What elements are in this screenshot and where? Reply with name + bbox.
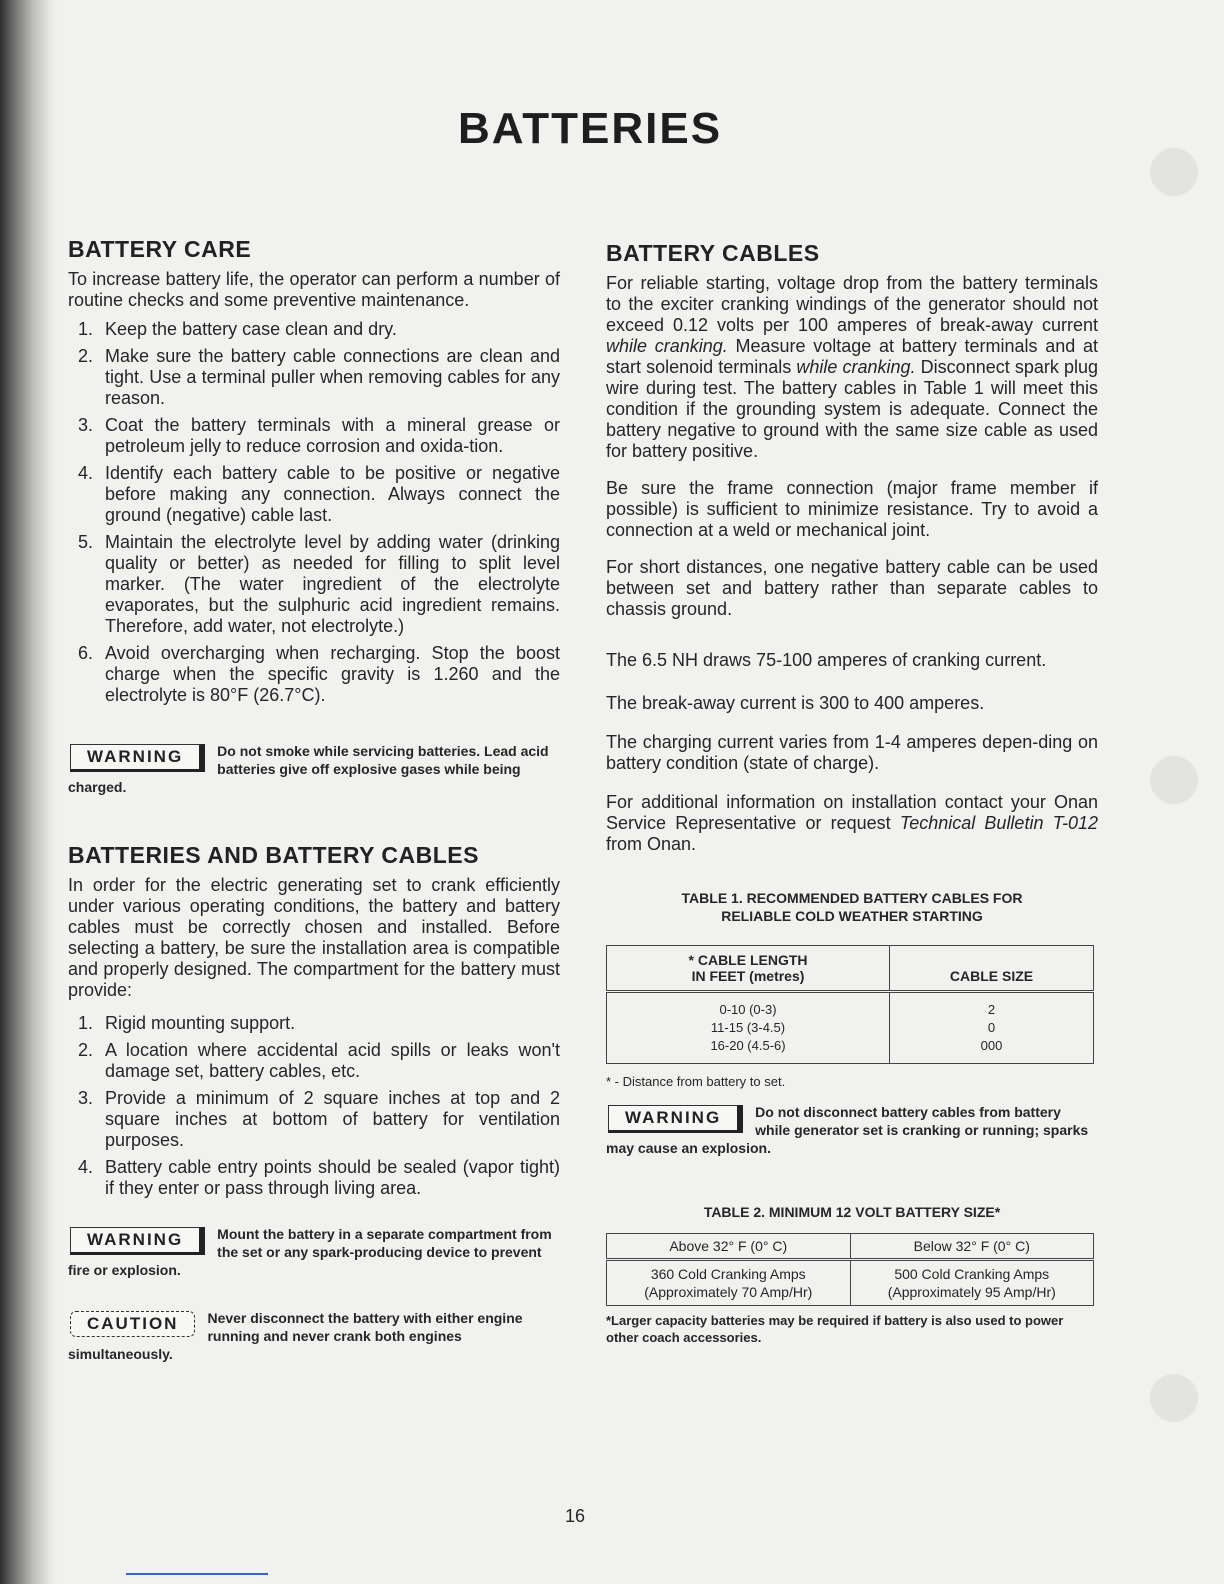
page-title: BATTERIES	[457, 104, 723, 153]
scan-artifact-line	[126, 1573, 268, 1575]
warning-label: WARNING	[608, 1105, 743, 1133]
battery-cables-para-info: For additional information on installation contact your Onan Service Representative or request Technical Bulletin T-012 from Onan.	[606, 792, 1099, 854]
list-item: 1. Keep the battery case clean and dry.	[78, 319, 397, 339]
left-column	[68, 236, 560, 1393]
warning-text: Do not disconnect battery cables from battery while generator set is cranking or running; sparks may cause an explosion.	[606, 1104, 1089, 1156]
list-item: 6. Avoid overcharging when recharging. Stop the boost charge when the specific gravity is 1.260 and the electrolyte is 80°F (26.7°C).	[78, 643, 560, 705]
table1-title: TABLE 1. RECOMMENDED BATTERY CABLES FOR RELIABLE COLD WEATHER STARTING	[681, 890, 1023, 924]
warning-label: WARNING	[70, 744, 205, 772]
warning-text: Do not smoke while servicing batteries. Lead acid batteries give off explosive gases while being charged.	[68, 743, 549, 795]
table1-footnote: * - Distance from battery to set.	[606, 1074, 786, 1089]
list-item: 3. Provide a minimum of 2 square inches at top and 2 square inches at bottom of battery for ventilation purposes.	[78, 1088, 560, 1150]
battery-cables-para-breakaway: The break-away current is 300 to 400 amperes.	[606, 693, 985, 713]
caution-label: CAUTION	[70, 1311, 195, 1337]
right-column	[606, 240, 1098, 1346]
battery-cables-heading: BATTERY CABLES	[606, 240, 820, 266]
battery-cables-para-short: For short distances, one negative battery cable can be used between set and battery rather than separate cables to chassis ground.	[606, 557, 1098, 619]
battery-cables-section	[606, 240, 1098, 855]
list-item: 2. A location where accidental acid spills or leaks won't damage set, battery cables, etc.	[78, 1040, 560, 1081]
battery-care-heading: BATTERY CARE	[68, 236, 252, 262]
punch-hole-bottom	[1150, 1374, 1198, 1422]
battery-cables-para-voltage: For reliable starting, voltage drop from the battery terminals to the exciter cranking windings of the generator should not exceed 0.12 volts per 100 amperes of break-away current while cranking. Measure voltage at battery terminals and at start solenoid terminals while cranking. Disconnect spark plug wire during test. The battery cables in Table 1 will meet this condition if the grounding system is adequate. Connect the battery negative to ground with the same size cable as used for battery positive.	[606, 273, 1098, 461]
table1-header-length: * CABLE LENGTH IN FEET (metres)	[607, 946, 890, 992]
batteries-and-cables-section	[68, 842, 560, 1199]
punch-hole-middle	[1150, 756, 1198, 804]
list-item: 2. Make sure the battery cable connections are clean and tight. Use a terminal puller when removing cables for any reason.	[78, 346, 560, 408]
table2-header-below: Below 32° F (0° C)	[850, 1234, 1094, 1260]
list-item: 4. Battery cable entry points should be sealed (vapor tight) if they enter or pass through living area.	[78, 1157, 560, 1198]
caution-text: Never disconnect the battery with either engine running and never crank both engines simultaneously.	[68, 1310, 523, 1362]
binding-shadow	[0, 0, 58, 1584]
warning-notice-smoking	[68, 742, 560, 796]
table-row: 0-10 (0-3) 11-15 (3-4.5) 16-20 (4.5-6) 2 0 000	[607, 992, 1094, 1064]
punch-hole-top	[1150, 148, 1198, 196]
list-item: 1. Rigid mounting support.	[78, 1013, 296, 1033]
warning-text: Mount the battery in a separate compartment from the set or any spark-producing device to prevent fire or explosion.	[68, 1226, 552, 1278]
batteries-and-cables-heading: BATTERIES AND BATTERY CABLES	[68, 842, 479, 868]
batteries-and-cables-intro: In order for the electric generating set to crank efficiently under various operating conditions, the battery and battery cables must be correctly chosen and installed. Before selecting a battery, be sure the installation area is compatible and properly designed. The compartment for the battery must provide:	[68, 875, 560, 1000]
table2-title: TABLE 2. MINIMUM 12 VOLT BATTERY SIZE*	[703, 1204, 1001, 1220]
warning-label: WARNING	[70, 1227, 205, 1255]
table2-footnote: *Larger capacity batteries may be required if battery is also used to power other coach accessories.	[606, 1313, 1064, 1345]
warning-notice-mounting	[68, 1225, 560, 1279]
battery-cables-para-draw: The 6.5 NH draws 75-100 amperes of cranking current.	[606, 650, 1047, 670]
battery-cables-para-frame: Be sure the frame connection (major frame member if possible) is sufficient to minimize resistance. Try to avoid a connection at a weld or mechanical joint.	[606, 478, 1098, 540]
battery-care-section	[68, 236, 560, 706]
list-item: 3. Coat the battery terminals with a mineral grease or petroleum jelly to reduce corrosion and oxida-tion.	[78, 415, 560, 456]
compartment-requirements-list	[68, 1013, 560, 1199]
table-row: 360 Cold Cranking Amps (Approximately 70 Amp/Hr) 500 Cold Cranking Amps (Approximately 95 Amp/Hr)	[607, 1260, 1094, 1306]
battery-cables-para-charging: The charging current varies from 1-4 amperes depen-ding on battery condition (state of charge).	[606, 732, 1098, 773]
table2-header-above: Above 32° F (0° C)	[607, 1234, 851, 1260]
battery-care-intro: To increase battery life, the operator can perform a number of routine checks and some preventive maintenance.	[68, 269, 560, 310]
table1-header-size: CABLE SIZE	[890, 946, 1094, 992]
list-item: 4. Identify each battery cable to be positive or negative before making any connection. Always connect the ground (negative) cable last.	[78, 463, 560, 525]
table1-cable-sizes	[606, 945, 1094, 1064]
table2-battery-size	[606, 1233, 1094, 1306]
caution-notice	[68, 1309, 560, 1363]
page-number: 16	[564, 1506, 586, 1526]
battery-care-list	[68, 319, 560, 706]
list-item: 5. Maintain the electrolyte level by adding water (drinking quality or better) as needed for filling to split level marker. (The water ingredient of the electrolyte evaporates, but the sulphuric acid ingredient remains. Therefore, add water, not electrolyte.)	[78, 532, 560, 636]
warning-notice-disconnect	[606, 1103, 1098, 1157]
